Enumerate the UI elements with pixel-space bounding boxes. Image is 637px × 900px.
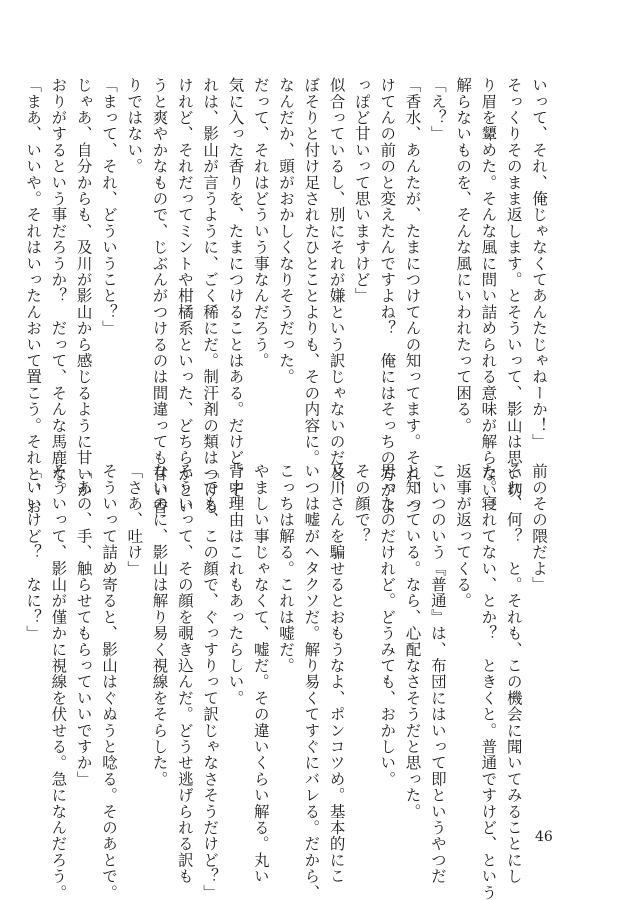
text-line: ないのに、影山は解り易く視線をそらした。 xyxy=(150,463,169,787)
text-line: 思ったのだけれど。どうみても、おかしい。 xyxy=(378,463,397,787)
text-line: いつは嘘がヘタクソだ。解り易くてすぐにバレる。だから、 xyxy=(302,463,321,900)
text-line: こいつのいう『普通』は、布団にはいって即というやつだ xyxy=(428,463,447,885)
text-line: そういって、影山が僅かに視線を伏せる。急になんだろう。 xyxy=(49,463,68,900)
text-line: っぽど甘いって思いますけど」 xyxy=(352,77,371,304)
text-line: 気に入った香りを、たまにつけることはある。だけど、そ xyxy=(226,77,245,499)
text-line: なんだか、頭がおかしくなりそうだった。 xyxy=(277,77,296,385)
text-line: そっくりそのまま返します。とそういって、影山は思い切 xyxy=(504,77,523,499)
text-line: そういって詰め寄ると、影山はぐぬうと唸る。そのあとで。 xyxy=(99,463,118,900)
text-line: 背中理由はこれもあったらしい。 xyxy=(226,463,245,706)
text-line: そういって、その顔を覗き込んだ。どうせ逃げられる訳も xyxy=(175,463,194,885)
text-line: 「まあ、いいや。それはいったんおいて置こう。それと、お xyxy=(24,77,43,515)
text-line: ぼそりと付け足されたひとことよりも、その内容に。 xyxy=(302,77,321,466)
text-line: 「あの、手、触らせてもらっていいですか」 xyxy=(74,463,93,787)
text-line: と知っている。なら、心配なさそうだと思った。 xyxy=(403,463,422,820)
text-line: うと爽やかなもので、じぶんがつけるのは間違っても甘い香 xyxy=(150,77,169,515)
text-line: けてんの前のと変えたんですよね？ 俺にはそっちの方がよ xyxy=(378,77,397,515)
text-line: 解らないものを、そんな風にいわれたって困る。 xyxy=(454,77,473,434)
text-line: 「さあ、吐け」 xyxy=(125,463,144,577)
text-line: 「まって、それ、どういうこと？」 xyxy=(99,77,118,337)
text-line: 返事が返ってくる。 xyxy=(454,463,473,609)
text-line: 「いいけど？ なに？」 xyxy=(24,463,43,642)
text-line: こっちは解る。これは嘘だ。 xyxy=(277,463,296,674)
text-line: いって、それ、俺じゃなくてあんたじゃねーか！」 xyxy=(530,77,548,450)
text-line: 及川さんを騙せるとおもうなよ、ポンコツめ。基本的にこ xyxy=(327,463,346,885)
text-line: その顔で？ xyxy=(352,463,371,544)
text-line: た。寝れてない、とか？ ときくと。普通ですけど、という xyxy=(479,463,498,900)
text-line: けれど、それだってミントや柑橘系といった、どちらかとい xyxy=(175,77,194,515)
text-line: り眉を顰めた。そんな風に問い詰められる意味が解らない。 xyxy=(479,77,498,515)
text-line: 「香水、あんたが、たまにつけてんの知ってます。それ、つ xyxy=(403,77,422,515)
text-line: じゃあ、自分からも、及川が影山から感じるように甘いか xyxy=(74,77,93,499)
text-line: だって、それはどういう事なんだろう。 xyxy=(251,77,270,369)
text-line: りではない。 xyxy=(125,77,144,175)
text-line: おりがするという事だろうか？ だって、そんな馬鹿な。 xyxy=(49,77,68,499)
text-line: 「でも、この顔で、ぐっすりって訳じゃなさそうだけど？」 xyxy=(201,463,220,900)
text-line: 似合っているし、別にそれが嫌という訳じゃないのだと、 xyxy=(327,77,346,499)
text-line: やましい事じゃなくて、嘘だ。その違いくらい解る。丸い xyxy=(251,463,270,885)
text-line: それ、何？ と。それも、この機会に聞いてみることにし xyxy=(504,463,523,885)
text-line: 前のその隈だよ」 xyxy=(530,463,548,593)
text-line: れは、影山が言うように、ごく稀にだ。制汗剤の類はつける xyxy=(201,77,220,515)
page-number: 46 xyxy=(535,829,553,845)
text-line: 「え？」 xyxy=(428,77,447,142)
